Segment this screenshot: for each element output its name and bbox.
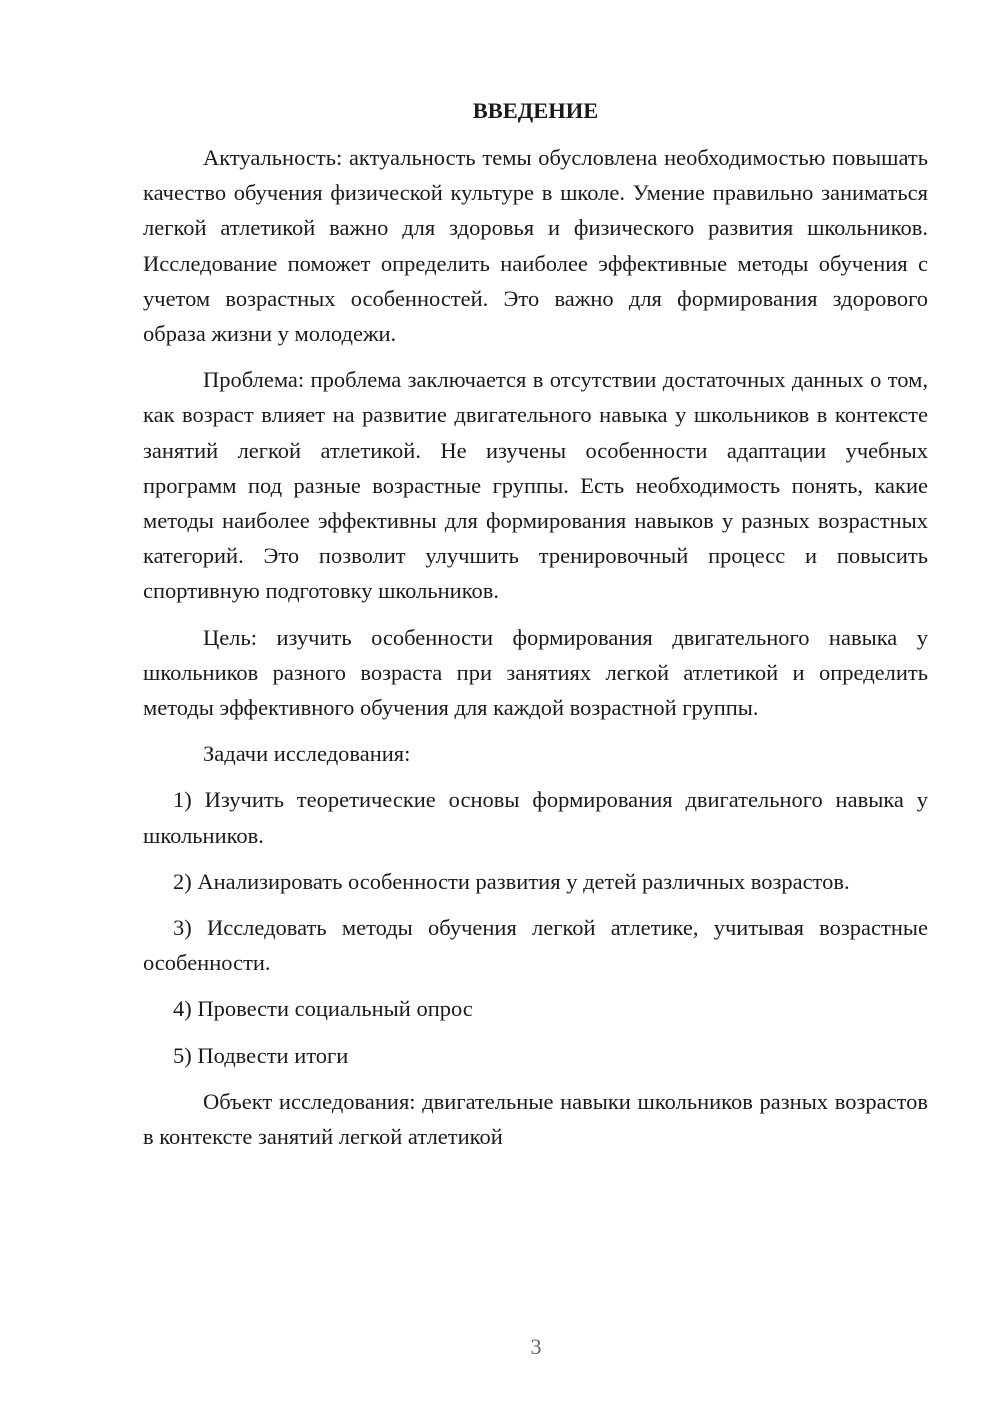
tasks-heading: Задачи исследования:: [203, 741, 411, 767]
task-item-1: 1) Изучить теоретические основы формирования двигательного навыка у школьников.: [143, 787, 928, 848]
task-item-3: 3) Исследовать методы обучения легкой атлетике, учитывая возрастные особенности.: [143, 915, 928, 976]
relevance-paragraph: Актуальность: актуальность темы обусловлена необходимостью повышать качество обучения физической культуре в школе. Умение правильно заниматься легкой атлетикой важно для здоровья и физического развития школьников. Исследование поможет определить наиболее эффективные методы обучения с учетом возрастных особенностей. Это важно для формирования здорового образа жизни у молодежи.: [143, 145, 928, 347]
goal-paragraph: Цель: изучить особенности формирования двигательного навыка у школьников разного возраста при занятиях легкой атлетикой и определить методы эффективного обучения для каждой возрастной группы.: [143, 624, 928, 721]
problem-paragraph: Проблема: проблема заключается в отсутствии достаточных данных о том, как возраст влияет на развитие двигательного навыка у школьников в контексте занятий легкой атлетикой. Не изучены особенности адаптации учебных программ под разные возрастные группы. Есть необходимость понять, какие методы наиболее эффективны для формирования навыков у разных возрастных категорий. Это позволит улучшить тренировочный процесс и повысить спортивную подготовку школьников.: [143, 367, 928, 604]
page-content: [143, 96, 928, 1165]
task-item-4: 4) Провести социальный опрос: [173, 996, 473, 1022]
page-title: ВВЕДЕНИЕ: [472, 98, 599, 123]
object-paragraph: Объект исследования: двигательные навыки школьников разных возрастов в контексте занятий легкой атлетикой: [143, 1088, 928, 1150]
task-item-5: 5) Подвести итоги: [173, 1042, 349, 1068]
task-item-2: 2) Анализировать особенности развития у детей различных возрастов.: [173, 868, 850, 894]
page-number: 3: [530, 1334, 542, 1359]
